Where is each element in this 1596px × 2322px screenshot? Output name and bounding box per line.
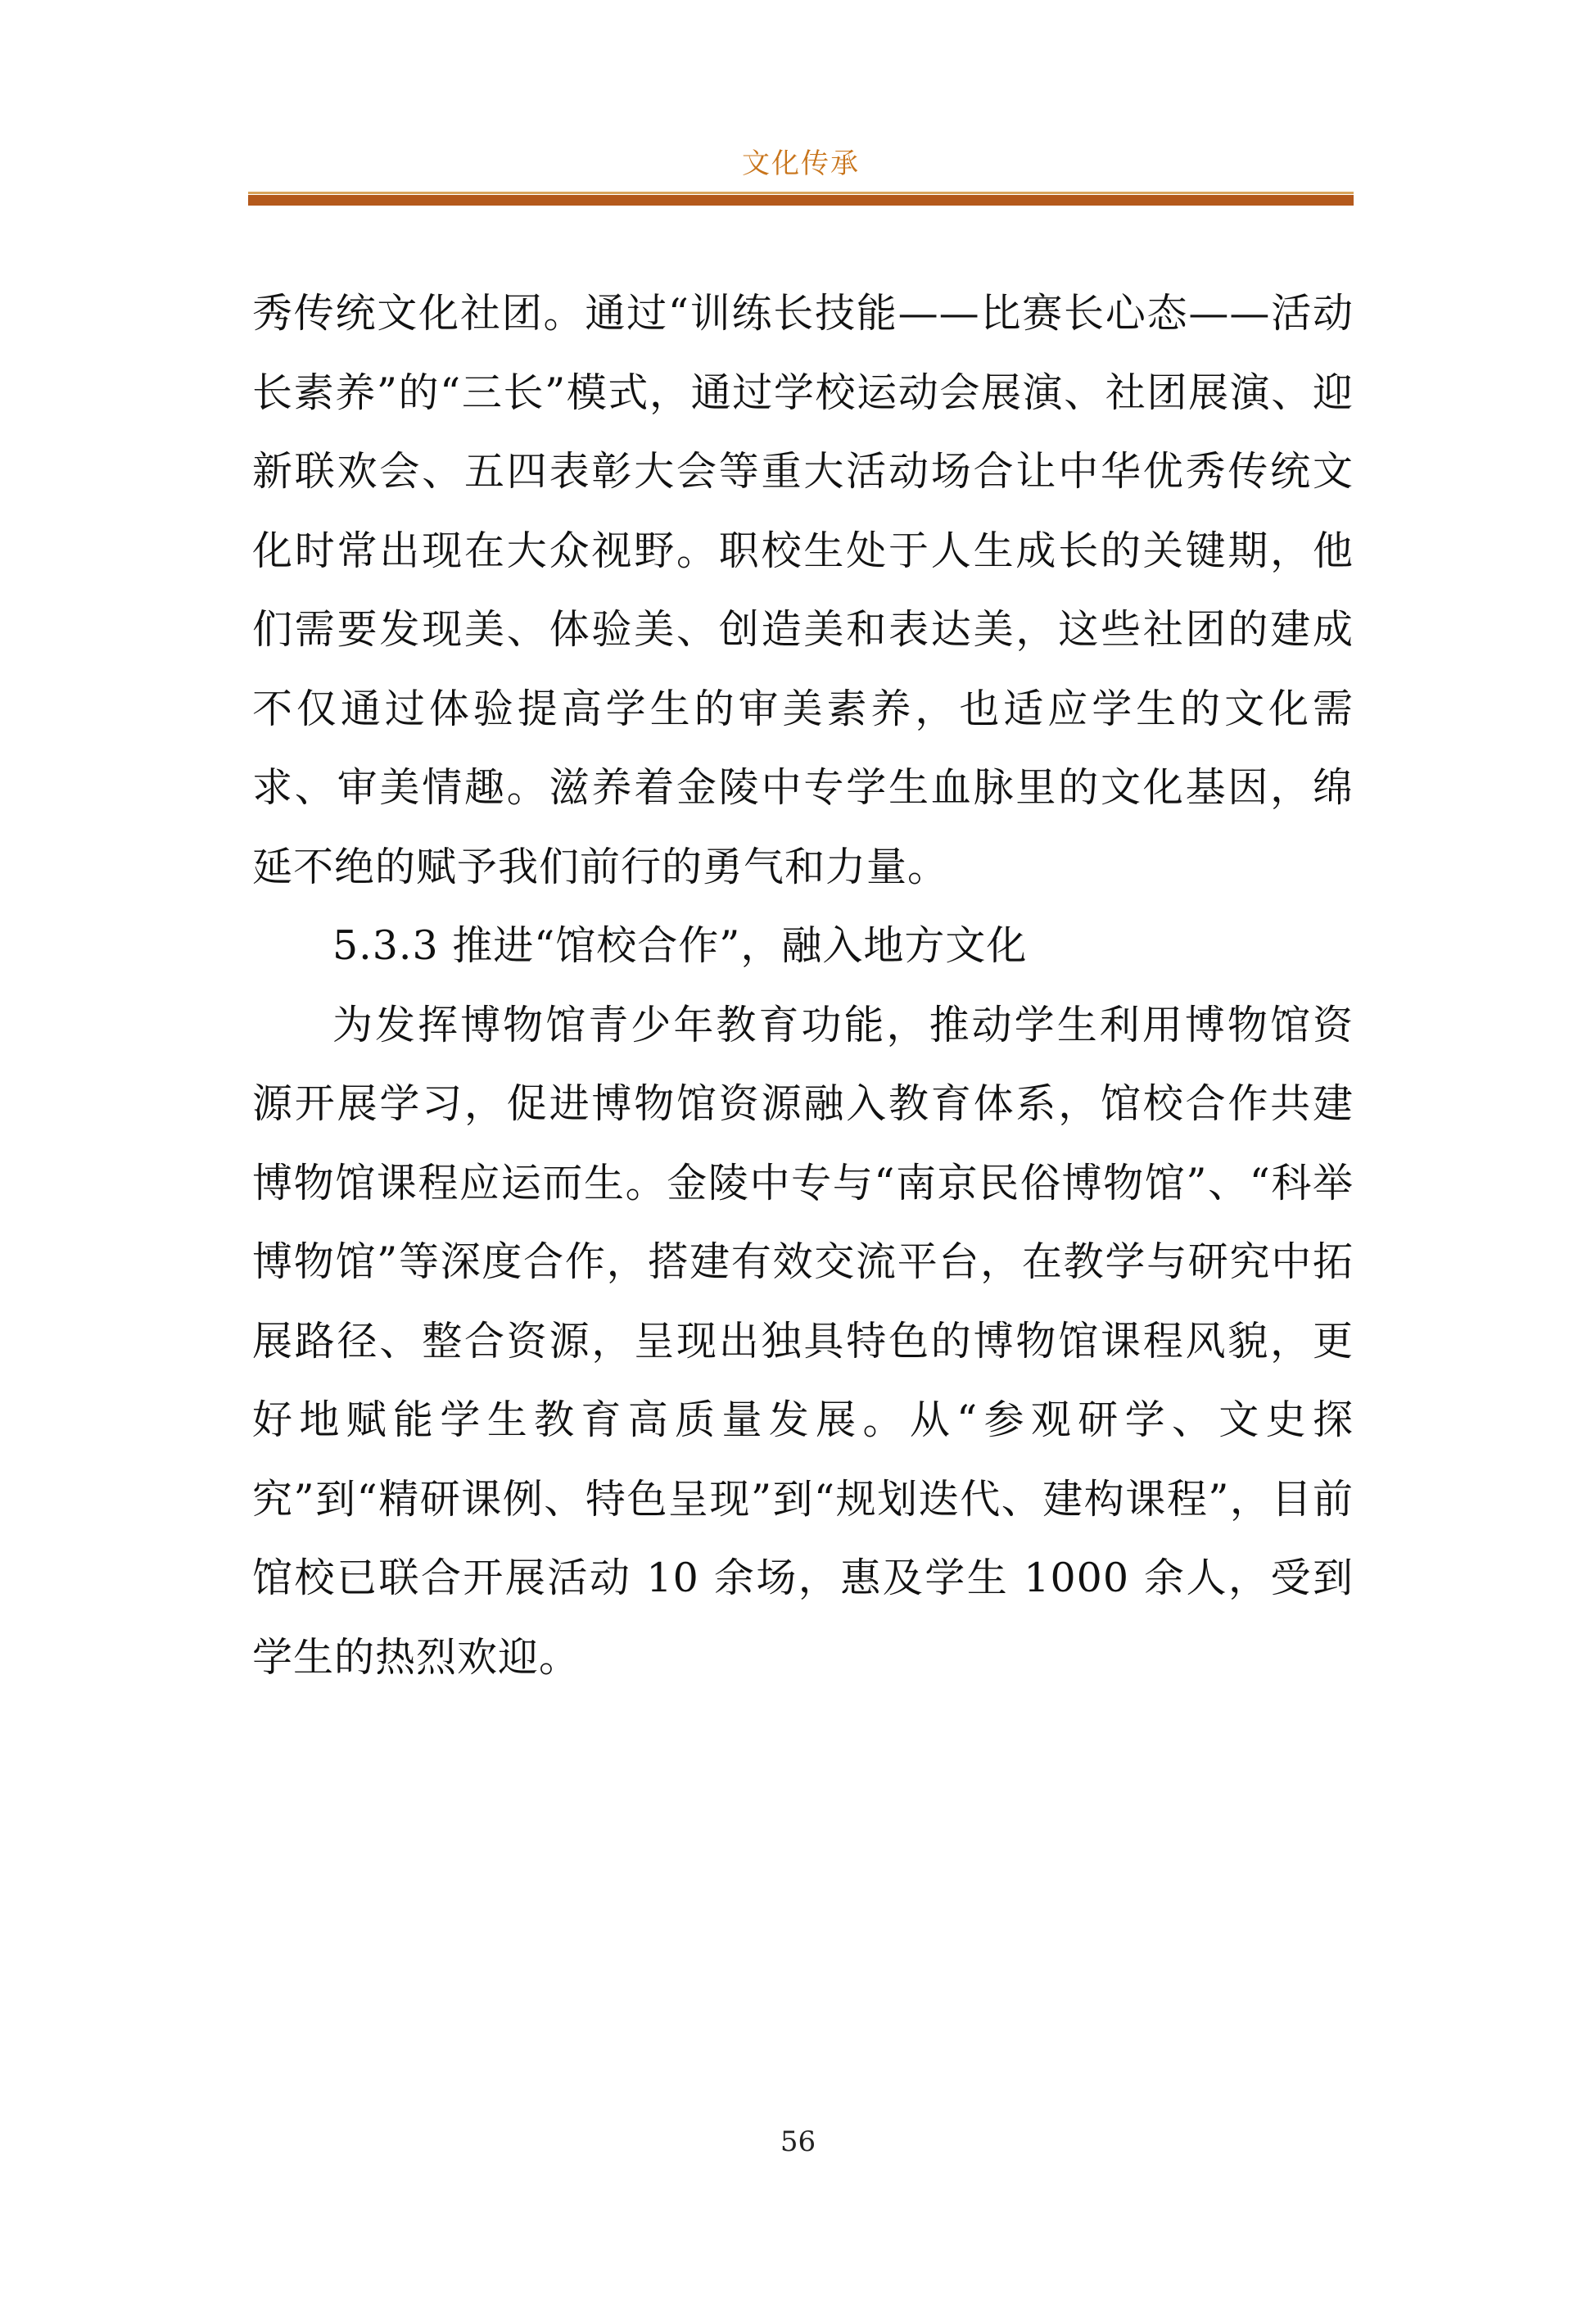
header-title: 文化传承 [742,147,860,180]
header-rule-thick [248,195,1354,206]
section-heading: 5.3.3 推进“馆校合作”，融入地方文化 [332,922,1028,969]
paragraph-museum-cooperation: 为发挥博物馆青少年教育功能，推动学生利用博物馆资源开展学习，促进博物馆资源融入教育体系，馆校合作共建博物馆课程应运而生。金陵中专与“南京民俗博物馆”、“科举博物馆”等深度合作，搭建有效交流平台，在教学与研究中拓展路径、整合资源，呈现出独具特色的博物馆课程风貌，更好地赋能学生教育高质量发展。从“参观研学、文史探究”到“精研课例、特色呈现”到“规划迭代、建构课程”，目前馆校已联合开展活动 10 余场，惠及学生 1000 余人，受到学生的热烈欢迎。 [252,1001,1354,1681]
page-number: 56 [780,2125,816,2158]
header-rule-thin [248,192,1354,194]
body-text [252,274,1354,1697]
page-header [248,139,1354,213]
paragraph-continued: 秀传统文化社团。通过“训练长技能——比赛长心态——活动长素养”的“三长”模式，通过学校运动会展演、社团展演、迎新联欢会、五四表彰大会等重大活动场合让中华优秀传统文化时常出现在大众视野。职校生处于人生成长的关键期，他们需要发现美、体验美、创造美和表达美，这些社团的建成不仅通过体验提高学生的审美素养，也适应学生的文化需求、审美情趣。滋养着金陵中专学生血脉里的文化基因，绵延不绝的赋予我们前行的勇气和力量。 [252,290,1354,890]
